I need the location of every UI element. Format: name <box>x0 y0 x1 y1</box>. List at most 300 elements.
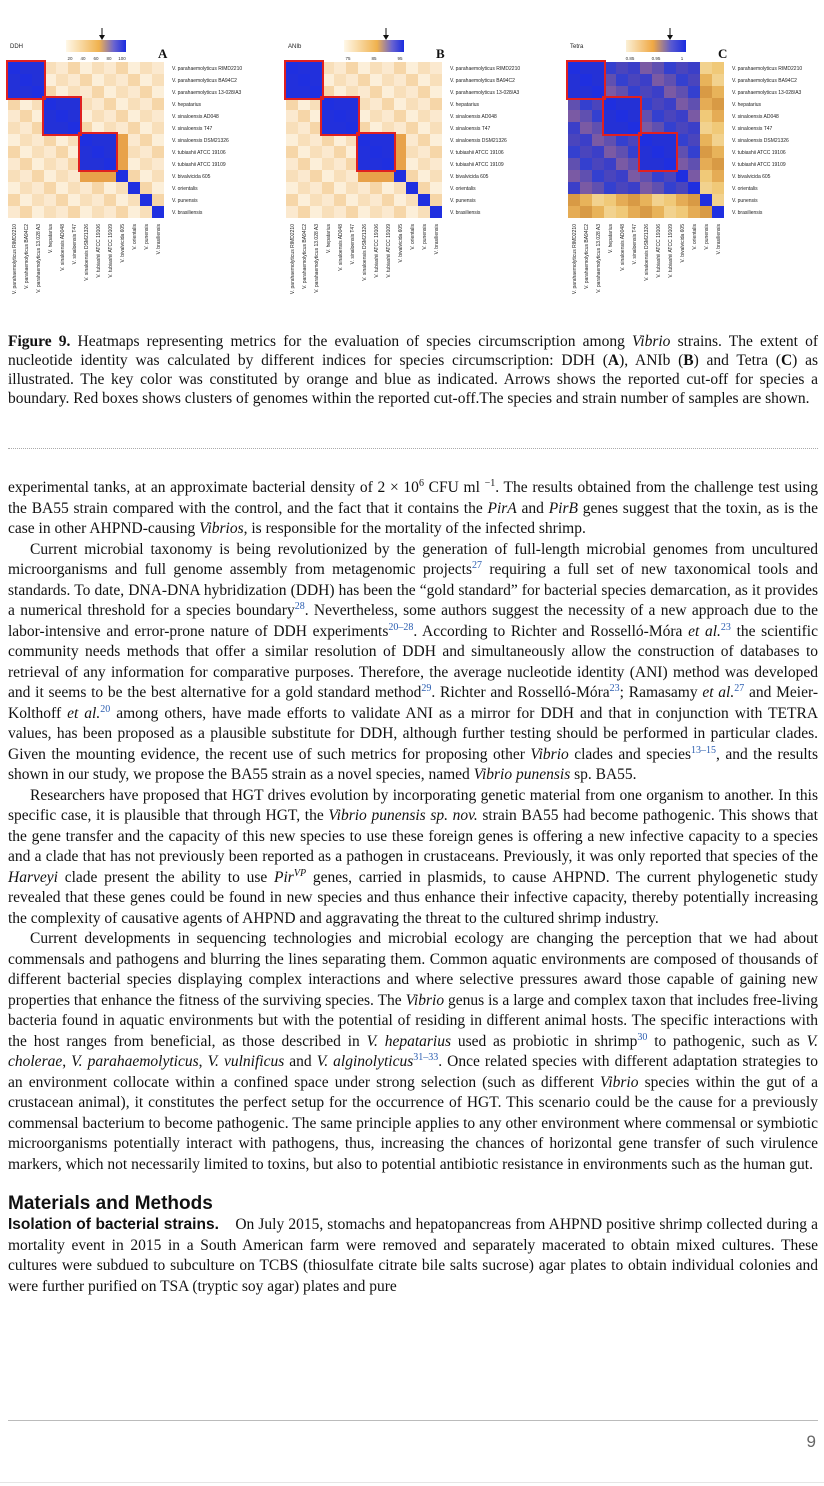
column-label: V. punensis <box>144 224 150 250</box>
heatmap-cell <box>8 206 20 218</box>
heatmap-cell <box>128 182 140 194</box>
heatmap-cell <box>334 98 346 110</box>
heatmap-cell <box>652 98 664 110</box>
heatmap-cell <box>616 182 628 194</box>
heatmap-cell <box>580 206 592 218</box>
key-tick-label: 0.95 <box>651 56 661 61</box>
heatmap-cell <box>32 206 44 218</box>
heatmap-cell <box>286 158 298 170</box>
heatmap-cell <box>152 146 164 158</box>
heatmap-cell <box>430 62 442 74</box>
heatmap-cell <box>370 194 382 206</box>
heatmap-cell <box>128 170 140 182</box>
heatmap-cell <box>140 194 152 206</box>
heatmap-cell <box>322 194 334 206</box>
heatmap-cell <box>406 74 418 86</box>
paragraph-3: Researchers have proposed that HGT drives evolution by incorporating genetic material from one organism to another. In this specific case, it is plausible that through HGT, the Vibrio punensis sp. nov. strain BA55 had become pathogenic. This shows that the gene transfer and the capacity of this new species to use these foreign genes is offering a new infective capacity to a species and a clade that has not previously been reported as a pathogen in crustaceans. Previously, it was only reported that species of the Harveyi clade present the ability to use Pir$^{VP}$ genes, carried in plasmids, to cause AHPND. The current phylogenetic study revealed that these genes could be found in new species and thus enhance their infective capacity, thereby potentially increasing the complexity of causative agents of AHPND and aggravating the threat to the cultured shrimp industry. <box>8 786 818 927</box>
heatmap-cell <box>140 86 152 98</box>
row-label: V. sinaloensis T47 <box>450 126 491 132</box>
heatmap-cell <box>358 182 370 194</box>
heatmap-cell <box>406 98 418 110</box>
article-body <box>8 478 818 1297</box>
column-label: V. hepatarius <box>608 224 614 254</box>
heatmap-cell <box>104 134 116 146</box>
heatmap-cell <box>346 62 358 74</box>
heatmap-cell <box>382 206 394 218</box>
heatmap-cell <box>604 122 616 134</box>
heatmap-cell <box>8 146 20 158</box>
heatmap-cell <box>286 194 298 206</box>
heatmap-cell <box>92 98 104 110</box>
heatmap-cell <box>104 74 116 86</box>
cutoff-arrow-head <box>383 35 389 40</box>
heatmap-cell <box>128 62 140 74</box>
heatmap-cell <box>616 62 628 74</box>
heatmap-cell <box>616 206 628 218</box>
column-label: V. sinaloensis T47 <box>632 224 638 265</box>
heatmap-cell <box>310 170 322 182</box>
heatmap-cell <box>334 122 346 134</box>
heatmap-cell <box>286 170 298 182</box>
heatmap-cell <box>712 122 724 134</box>
heatmap-cell <box>652 134 664 146</box>
heatmap-cell <box>116 98 128 110</box>
footer-rule <box>8 1420 818 1421</box>
heatmap-cell <box>8 110 20 122</box>
heatmap-cell <box>568 194 580 206</box>
row-label: V. bivalvicida 605 <box>450 174 489 180</box>
heatmap-cell <box>640 74 652 86</box>
heatmap-cell <box>418 86 430 98</box>
column-label: V. brasiliensis <box>434 224 440 255</box>
heatmap-cell <box>346 110 358 122</box>
heatmap-cell <box>700 74 712 86</box>
heatmap-cell <box>676 206 688 218</box>
heatmap-cell <box>568 170 580 182</box>
heatmap-cell <box>712 98 724 110</box>
heatmap-cell <box>676 86 688 98</box>
heatmap-cell <box>20 194 32 206</box>
heatmap-cell <box>382 134 394 146</box>
heatmap-cell <box>370 146 382 158</box>
heatmap-cell <box>44 122 56 134</box>
heatmap-cell <box>418 122 430 134</box>
row-label: V. sinaloensis AD048 <box>172 114 219 120</box>
heatmap-cell <box>406 158 418 170</box>
heatmap-cell <box>664 158 676 170</box>
heatmap-cell <box>688 62 700 74</box>
heatmap-cell <box>56 194 68 206</box>
heatmap-cell <box>20 182 32 194</box>
cutoff-arrow-head <box>99 35 105 40</box>
heatmap-cell <box>152 86 164 98</box>
subsection-heading: Isolation of bacterial strains. <box>8 1216 219 1233</box>
heatmap-cell <box>700 98 712 110</box>
column-label: V. sinaloensis DSM21326 <box>84 224 90 281</box>
heatmap-cell <box>298 182 310 194</box>
key-tick-label: 95 <box>397 56 403 61</box>
heatmap-cell <box>430 194 442 206</box>
heatmap-cell <box>382 74 394 86</box>
heatmap-cell <box>604 194 616 206</box>
heatmap-cell <box>700 146 712 158</box>
key-tick-label: 100 <box>118 56 126 61</box>
heatmap-cell <box>8 182 20 194</box>
heatmap-cell <box>8 74 20 86</box>
heatmap-cell <box>418 170 430 182</box>
heatmap-cell <box>140 158 152 170</box>
heatmap-cell <box>688 170 700 182</box>
heatmap-cell <box>334 158 346 170</box>
heatmap-cell <box>152 194 164 206</box>
heatmap-cell <box>712 110 724 122</box>
heatmap-cell <box>652 110 664 122</box>
heatmap-cell <box>104 110 116 122</box>
heatmap-cell <box>322 182 334 194</box>
heatmap-cell <box>322 206 334 218</box>
heatmap-cell <box>430 98 442 110</box>
heatmap-cell <box>152 182 164 194</box>
heatmap-cell <box>418 110 430 122</box>
heatmap-cell <box>152 110 164 122</box>
heatmap-cell <box>712 146 724 158</box>
row-label: V. tubiashii ATCC 19109 <box>732 162 786 168</box>
heatmap-cell <box>128 158 140 170</box>
heatmap-cell <box>640 146 652 158</box>
heatmap-cell <box>298 158 310 170</box>
column-label: V. parahaemolyticus RIMD2210 <box>572 224 578 295</box>
heatmap-cell <box>286 62 298 74</box>
heatmap-cell <box>640 206 652 218</box>
heatmap-cell <box>664 194 676 206</box>
heatmap-cell <box>358 146 370 158</box>
heatmap-cell <box>56 110 68 122</box>
heatmap-cell <box>92 134 104 146</box>
heatmap-cell <box>32 194 44 206</box>
heatmap-cell <box>92 86 104 98</box>
heatmap-cell <box>628 206 640 218</box>
heatmap-cell <box>44 110 56 122</box>
heatmap-cell <box>382 158 394 170</box>
heatmap-cell <box>616 170 628 182</box>
heatmap-cell <box>628 74 640 86</box>
heatmap-cell <box>676 194 688 206</box>
heatmap-cell <box>298 134 310 146</box>
heatmap-cell <box>592 146 604 158</box>
heatmap-cell <box>92 194 104 206</box>
heatmap-cell <box>128 194 140 206</box>
heatmap-cell <box>430 134 442 146</box>
heatmap-cell <box>20 158 32 170</box>
heatmap-cell <box>382 98 394 110</box>
color-key <box>626 40 686 52</box>
heatmap-cell <box>430 86 442 98</box>
heatmap-cell <box>298 122 310 134</box>
heatmap-cell <box>20 206 32 218</box>
column-label: V. parahaemolyticus BA94C2 <box>584 224 590 289</box>
heatmap-cell <box>298 74 310 86</box>
heatmap-cell <box>68 194 80 206</box>
heatmap-cell <box>700 158 712 170</box>
heatmap-cell <box>394 86 406 98</box>
heatmap-cell <box>652 62 664 74</box>
heatmap-cell <box>310 74 322 86</box>
heatmap-cell <box>580 146 592 158</box>
column-label: V. tubiashii ATCC 19109 <box>668 224 674 278</box>
heatmap-cell <box>128 86 140 98</box>
heatmap-cell <box>358 74 370 86</box>
row-label: V. tubiashii ATCC 19106 <box>172 150 226 156</box>
row-label: V. sinaloensis AD048 <box>732 114 779 120</box>
heatmap-cell <box>104 182 116 194</box>
heatmap-cell <box>298 170 310 182</box>
heatmap-cell <box>382 194 394 206</box>
heatmap-cell <box>56 182 68 194</box>
heatmap-cell <box>128 146 140 158</box>
heatmap-cell <box>712 206 724 218</box>
heatmap-cell <box>286 206 298 218</box>
heatmap-cell <box>8 134 20 146</box>
heatmap-cell <box>712 74 724 86</box>
heatmap-cell <box>334 194 346 206</box>
column-label: V. tubiashii ATCC 19109 <box>386 224 392 278</box>
heatmap-cell <box>406 86 418 98</box>
heatmap-cell <box>580 110 592 122</box>
heatmap-cell <box>20 62 32 74</box>
heatmap-cell <box>394 110 406 122</box>
heatmap-cell <box>652 86 664 98</box>
heatmap-cell <box>44 182 56 194</box>
heatmap-cell <box>104 158 116 170</box>
row-label: V. parahaemolyticus 13-028/A3 <box>172 90 242 96</box>
heatmap-cell <box>580 182 592 194</box>
heatmap-cell <box>8 194 20 206</box>
heatmap-cell <box>394 206 406 218</box>
heatmap-cell <box>370 158 382 170</box>
heatmap-cell <box>604 170 616 182</box>
heatmap-cell <box>140 206 152 218</box>
heatmap-cell <box>406 206 418 218</box>
heatmap-cell <box>664 62 676 74</box>
heatmap-cell <box>298 194 310 206</box>
heatmap-cell <box>592 182 604 194</box>
heatmap-cell <box>334 170 346 182</box>
heatmap-cell <box>358 206 370 218</box>
panel-letter: C <box>718 46 728 61</box>
color-key <box>66 40 126 52</box>
heatmap-cell <box>56 206 68 218</box>
heatmap-cell <box>128 74 140 86</box>
heatmap-cell <box>688 194 700 206</box>
heatmap-cell <box>80 146 92 158</box>
column-label: V. orientalis <box>410 224 416 250</box>
heatmap-cell <box>568 74 580 86</box>
heatmap-cell <box>406 62 418 74</box>
heatmap-cell <box>382 62 394 74</box>
heatmap-cell <box>152 122 164 134</box>
heatmap-cell <box>568 62 580 74</box>
heatmap-cell <box>664 110 676 122</box>
heatmap-cell <box>140 146 152 158</box>
row-label: V. brasiliensis <box>450 210 481 216</box>
heatmap-cell <box>580 158 592 170</box>
heatmap-cell <box>688 182 700 194</box>
heatmap-cell <box>592 74 604 86</box>
heatmap-cell <box>616 122 628 134</box>
cutoff-arrow-head <box>667 35 673 40</box>
heatmap-cell <box>700 194 712 206</box>
heatmap-cell <box>104 206 116 218</box>
heatmap-cell <box>406 170 418 182</box>
heatmap-cell <box>568 122 580 134</box>
column-label: V. parahaemolyticus RIMD2210 <box>12 224 18 295</box>
heatmap-cell <box>688 74 700 86</box>
row-label: V. parahaemolyticus BA94C2 <box>172 78 237 84</box>
heatmap-cell <box>20 146 32 158</box>
heatmap-cell <box>298 110 310 122</box>
heatmap-cell <box>406 122 418 134</box>
heatmap-cell <box>56 122 68 134</box>
heatmap-cell <box>80 182 92 194</box>
heatmap-cell <box>580 86 592 98</box>
heatmap-cell <box>628 110 640 122</box>
heatmap-cell <box>652 158 664 170</box>
row-label: V. tubiashii ATCC 19106 <box>450 150 504 156</box>
heatmap-cell <box>430 110 442 122</box>
heatmap-cell <box>128 206 140 218</box>
heatmap-cell <box>652 206 664 218</box>
heatmap-cell <box>700 62 712 74</box>
heatmap-cell <box>116 62 128 74</box>
heatmap-cell <box>80 158 92 170</box>
heatmap-cell <box>56 158 68 170</box>
heatmap-cell <box>80 206 92 218</box>
column-label: V. parahaemolyticus BA94C2 <box>302 224 308 289</box>
heatmap-cell <box>92 206 104 218</box>
heatmap-cell <box>334 146 346 158</box>
row-label: V. parahaemolyticus RIMD2210 <box>732 66 803 72</box>
row-label: V. sinaloensis AD048 <box>450 114 497 120</box>
heatmap-cell <box>68 74 80 86</box>
column-label: V. parahaemolyticus 13.028 A3 <box>314 224 320 293</box>
heatmap-cell <box>676 74 688 86</box>
heatmap-cell <box>152 206 164 218</box>
figure-caption: Figure 9. Heatmaps representing metrics for the evaluation of species circumscription among Vibrio strains. The extent of nucleotide identity was calculated by different indices for species circumscription: DDH (A), ANIb (B) and Tetra (C) as illustrated. The key color was constituted by orange and blue as indicated. Arrows shows the reported cut-off for species a boundary. Red boxes shows clusters of genomes within the reported cut-off.The species and strain number of samples are shown. <box>8 333 818 407</box>
heatmap-cell <box>628 62 640 74</box>
column-label: V. sinaloensis AD048 <box>620 224 626 271</box>
heatmap-cell <box>688 122 700 134</box>
heatmap-cell <box>8 86 20 98</box>
heatmap-cell <box>116 74 128 86</box>
heatmap-cell <box>152 98 164 110</box>
heatmap-cell <box>80 62 92 74</box>
heatmap-cell <box>68 110 80 122</box>
heatmap-cell <box>688 158 700 170</box>
heatmap-cell <box>418 146 430 158</box>
heatmap-cell <box>664 182 676 194</box>
heatmap-cell <box>322 170 334 182</box>
heatmap-cell <box>640 62 652 74</box>
heatmap-cell <box>32 146 44 158</box>
key-tick-label: 75 <box>345 56 351 61</box>
heatmap-cell <box>334 74 346 86</box>
column-label: V. tubiashii ATCC 19106 <box>656 224 662 278</box>
row-label: V. brasiliensis <box>732 210 763 216</box>
heatmap-cell <box>394 182 406 194</box>
heatmap-cell <box>56 146 68 158</box>
heatmap-cell <box>568 206 580 218</box>
key-tick-label: 20 <box>67 56 73 61</box>
heatmap-cell <box>664 134 676 146</box>
heatmap-cell <box>358 194 370 206</box>
heatmap-cell <box>68 62 80 74</box>
key-tick-label: 60 <box>93 56 99 61</box>
heatmap-cell <box>298 62 310 74</box>
key-label: ANIb <box>288 44 302 50</box>
heatmap-cell <box>640 158 652 170</box>
column-label: V. punensis <box>704 224 710 250</box>
heatmap-cell <box>104 146 116 158</box>
heatmap-cell <box>592 62 604 74</box>
heatmap-cell <box>664 74 676 86</box>
heatmap-cell <box>56 98 68 110</box>
heatmap-cell <box>568 86 580 98</box>
heatmap-cell <box>628 194 640 206</box>
row-label: V. tubiashii ATCC 19109 <box>450 162 504 168</box>
column-label: V. tubiashii ATCC 19106 <box>96 224 102 278</box>
heatmap-cell <box>104 194 116 206</box>
heatmap-cell <box>370 182 382 194</box>
row-label: V. hepatarius <box>732 102 762 108</box>
heatmap-cell <box>382 146 394 158</box>
heatmap-cell <box>604 206 616 218</box>
column-label: V. sinaloensis DSM21326 <box>644 224 650 281</box>
row-label: V. orientalis <box>732 186 758 192</box>
row-label: V. sinaloensis DSM21326 <box>732 138 789 144</box>
heatmap-cell <box>8 158 20 170</box>
panel-letter: A <box>158 46 168 61</box>
heatmap-cell <box>92 146 104 158</box>
page-number: 9 <box>806 1432 816 1451</box>
heatmap-cell <box>44 170 56 182</box>
heatmap-cell <box>20 86 32 98</box>
heatmap-cell <box>32 170 44 182</box>
heatmap-cell <box>286 74 298 86</box>
heatmap-cell <box>20 122 32 134</box>
heatmap-cell <box>92 158 104 170</box>
row-label: V. sinaloensis DSM21326 <box>172 138 229 144</box>
section-heading: Materials and Methods <box>8 1193 213 1214</box>
heatmap-cell <box>418 74 430 86</box>
heatmap-cell <box>334 182 346 194</box>
paragraph-1: experimental tanks, at an approximate bacterial density of $2 \times 10^6$ CFU ml $^{-1}$. The results obtained from the challenge test using the BA55 strain compared with the control, and the fact that it contains the PirA and PirB genes suggest that the toxin, as is the case in other AHPND-causing Vibrios, is responsible for the mortality of the infected shrimp. <box>8 477 819 537</box>
heatmap-cell <box>286 110 298 122</box>
heatmap-cell <box>116 86 128 98</box>
heatmap-cell <box>700 134 712 146</box>
column-label: V. tubiashii ATCC 19109 <box>108 224 114 278</box>
heatmap-cell <box>700 206 712 218</box>
heatmap-cell <box>334 62 346 74</box>
row-label: V. parahaemolyticus BA94C2 <box>732 78 797 84</box>
heatmap-cell <box>44 146 56 158</box>
heatmap-cell <box>358 158 370 170</box>
heatmap-cell <box>418 98 430 110</box>
heatmap-cell <box>592 158 604 170</box>
heatmap-cell <box>418 206 430 218</box>
row-label: V. hepatarius <box>172 102 202 108</box>
key-tick-label: 40 <box>80 56 86 61</box>
heatmap-cell <box>92 62 104 74</box>
